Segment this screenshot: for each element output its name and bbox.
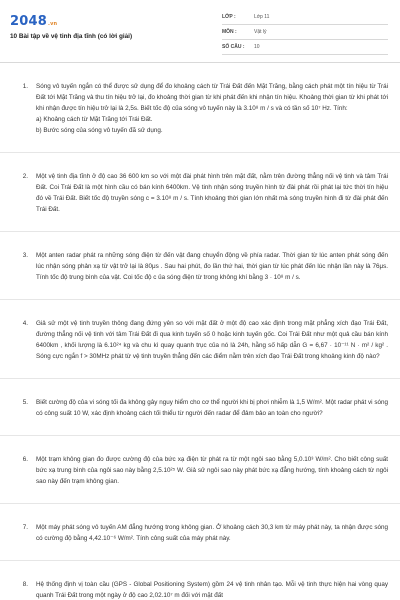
question-text: Một anten radar phát ra những sóng điện từ đến vật đang chuyển động về phía radar. Thời gian từ lúc anten phát sóng đến lúc nhận sóng phản xạ từ vật trở lại là 80μs . Sau hai phút, đo lần thứ hai, thời gian từ lúc phát đến lúc nhận lần này là 76μs. Tính tốc độ trung bình của vật. Coi tốc độ c ủa sóng điện từ trong không khí bằng 3 · 10⁸ m / s. [36, 252, 388, 281]
question-body [36, 153, 400, 231]
page-title: 10 Bài tập về vệ tinh địa tĩnh (có lời giải) [10, 33, 133, 40]
meta-row-subject [222, 25, 388, 40]
question-body [36, 436, 400, 503]
question-item [0, 379, 400, 436]
question-sub-a: a) Khoảng cách từ Mặt Trăng tới Trái Đất. [36, 116, 153, 123]
site-logo[interactable] [10, 14, 57, 29]
question-text: Sóng vô tuyến ngắn có thể được sử dụng để đo khoảng cách từ Trái Đất đến Mặt Trăng, bằng cách phát một tín hiệu từ Trái Đất tới Mặt Trăng và thu tín hiệu trở lại, đo khoảng thời gian từ khi phát đến khi nhận tín hiệu. Khoảng thời gian từ khi phát tới khi nhận được tín hiệu trở lại là 2,5s. Biết tốc độ của sóng vô tuyến này là 3.10⁸ m / s và có tần số 10⁷ Hz. Tính: [36, 83, 388, 112]
question-number: 6. [22, 456, 28, 463]
question-body [36, 379, 400, 435]
question-body [36, 232, 400, 299]
meta-key: SỐ CÂU : [222, 44, 245, 50]
question-text: Một máy phát sóng vô tuyến AM đẳng hướng trong không gian. Ở khoảng cách 30,3 km từ máy phát này, ta nhận được sóng có cường độ bằng 4,42.10⁻⁶ W/m². Tính công suất của máy phát này. [36, 524, 388, 542]
meta-row-count [222, 40, 388, 55]
question-number: 3. [22, 252, 28, 259]
question-item [0, 63, 400, 153]
question-body [36, 504, 400, 560]
question-list [0, 63, 400, 600]
meta-value: Vật lý [254, 29, 267, 35]
question-text: Giả sử một vệ tinh truyền thông đang đứng yên so với mặt đất ở một độ cao xác định trong mặt phẳng xích đạo Trái Đất, đường thẳng nối vệ tinh với tâm Trái Đất đi qua kinh tuyến số 0 hoặc kinh tuyến gốc. Coi Trái Đất như một quả cầu bán kính 6400km , khối lượng là 6.10²⁴ kg và chu kì quay quanh trục của nó là 24h, hằng số hấp dẫn G = 6,67 · 10⁻¹¹ N · m² / kg² . Sóng cực ngắn f > 30MHz phát từ vệ tinh truyền thẳng đến các điểm nằm trên xích đạo Trái Đất trong khoảng kinh độ nào? [36, 320, 388, 360]
question-item [0, 232, 400, 300]
meta-row-class [222, 10, 388, 25]
meta-key: MÔN : [222, 29, 237, 35]
meta-table [222, 10, 388, 55]
meta-value: Lớp 11 [254, 14, 270, 20]
question-number: 4. [22, 320, 28, 327]
question-item [0, 561, 400, 600]
meta-key: LỚP : [222, 14, 236, 20]
question-body [36, 300, 400, 378]
question-body [36, 63, 400, 152]
question-text: Một trạm không gian đo được cường độ của bức xạ điện từ phát ra từ một ngôi sao bằng 5,0.10³ W/m². Cho biết công suất bức xạ trung bình của ngôi sao này bằng 2,5.10²⁵ W. Giả sử ngôi sao này phát bức xạ đẳng hướng, tính khoảng cách từ ngôi sao này đến trạm không gian. [36, 456, 388, 485]
question-item [0, 300, 400, 379]
question-item [0, 436, 400, 504]
logo-suffix: .vn [47, 21, 58, 27]
question-number: 8. [22, 581, 28, 588]
question-body [36, 561, 400, 600]
question-text: Hệ thống định vị toàn cầu (GPS - Global Positioning System) gồm 24 vệ tinh nhân tạo. Mỗi vệ tinh thực hiện hai vòng quay quanh Trái Đất trong một ngày ở độ cao 2,02.10⁷ m đối với mặt đất [36, 581, 388, 599]
question-item [0, 504, 400, 561]
question-number: 5. [22, 399, 28, 406]
meta-value: 10 [254, 44, 260, 50]
question-text: Biết cường độ của vi sóng tối đa không gây nguy hiểm cho cơ thể người khi bị phơi nhiễm là 1,5 W/m². Một radar phát vi sóng có công suất 10 W, xác định khoảng cách tối thiểu từ người đến radar để đảm bảo an toàn cho người? [36, 399, 388, 417]
question-sub-b: b) Bước sóng của sóng vô tuyến đã sử dụng. [36, 127, 163, 134]
question-text: Một vệ tinh địa tĩnh ở độ cao 36 600 km so với một đài phát hình trên mặt đất, nằm trên đường thẳng nối vệ tinh và tâm Trái Đất. Coi Trái Đất là một hình cầu có bán kính 6400km. Vệ tinh nhận sóng truyền hình từ đài phát rồi phát lại tức thời tín hiệu đó về Trái Đất. Biết tốc độ truyền sóng c = 3.10⁸ m / s. Tính khoảng thời gian lớn nhất mà sóng truyền hình đi từ đài phát đến Trái Đất. [36, 173, 388, 213]
logo-main: 2048 [10, 14, 47, 29]
question-number: 2. [22, 173, 28, 180]
question-number: 7. [22, 524, 28, 531]
question-number: 1. [22, 83, 28, 90]
header [0, 0, 400, 62]
question-item [0, 153, 400, 232]
